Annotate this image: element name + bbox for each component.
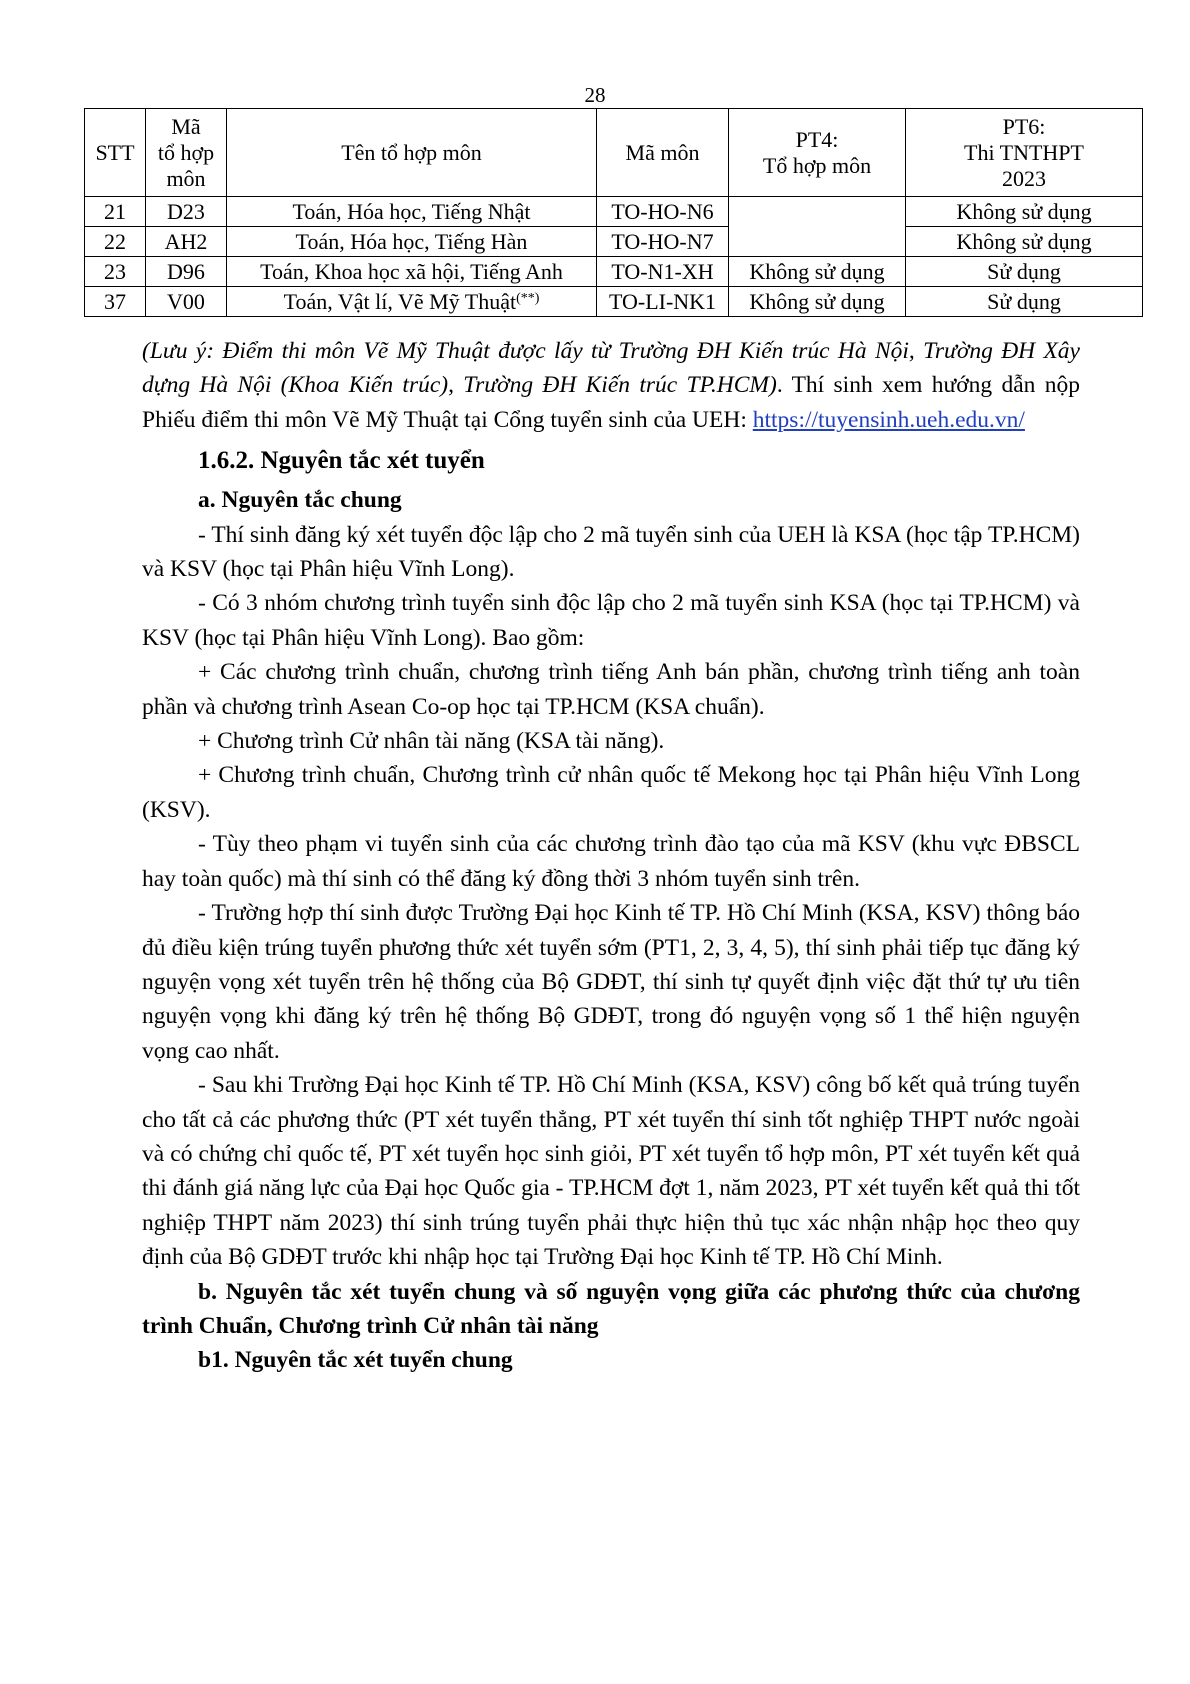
note-text: . Thí sinh xem hướng dẫn nộp Phiếu điểm thi môn Vẽ Mỹ Thuật tại Cổng tuyển sinh của UEH: bbox=[142, 372, 1080, 433]
cell-ma-to-hop: D23 bbox=[146, 197, 227, 227]
header-pt4-line: PT4: bbox=[795, 126, 839, 152]
header-ma-to-hop-line: tổ hợp bbox=[157, 139, 215, 165]
cell-stt: 23 bbox=[85, 257, 146, 287]
cell-ten-to-hop: Toán, Khoa học xã hội, Tiếng Anh bbox=[227, 257, 597, 287]
cell-pt6: Không sử dụng bbox=[906, 197, 1143, 227]
table-row bbox=[85, 197, 1143, 227]
cell-stt: 22 bbox=[85, 227, 146, 257]
header-pt4 bbox=[729, 109, 906, 197]
paragraph: - Tùy theo phạm vi tuyển sinh của các chương trình đào tạo của mã KSV (khu vực ĐBSCL hay toàn quốc) mà thí sinh có thể đăng ký đồng thời 3 nhóm tuyển sinh trên. bbox=[142, 831, 1080, 892]
header-stt: STT bbox=[85, 109, 146, 197]
cell-stt: 21 bbox=[85, 197, 146, 227]
header-ten-to-hop: Tên tổ hợp môn bbox=[227, 109, 597, 197]
cell-ma-mon: TO-LI-NK1 bbox=[597, 287, 729, 317]
cell-pt4: Không sử dụng bbox=[729, 257, 906, 287]
admissions-portal-link[interactable]: https://tuyensinh.ueh.edu.vn/ bbox=[752, 406, 1025, 433]
cell-ten-to-hop bbox=[227, 287, 597, 317]
paragraph: - Trường hợp thí sinh được Trường Đại học Kinh tế TP. Hồ Chí Minh (KSA, KSV) thông báo đủ điều kiện trúng tuyển phương thức xét tuyển sớm (PT1, 2, 3, 4, 5), thí sinh phải tiếp tục đăng ký nguyện vọng xét tuyển trên hệ thống của Bộ GDĐT, thí sinh tự quyết định việc đặt thứ tự ưu tiên nguyện vọng khi đăng ký trên hệ thống Bộ GDĐT, trong đó nguyện vọng số 1 thể hiện nguyện vọng cao nhất. bbox=[142, 900, 1080, 1064]
paragraph: - Sau khi Trường Đại học Kinh tế TP. Hồ Chí Minh (KSA, KSV) công bố kết quả trúng tuyển cho tất cả các phương thức (PT xét tuyển thẳng, PT xét tuyển thí sinh tốt nghiệp THPT nước ngoài và có chứng chỉ quốc tế, PT xét tuyển học sinh giỏi, PT xét tuyển tổ hợp môn, PT xét tuyển kết quả thi đánh giá năng lực của Đại học Quốc gia - TP.HCM đợt 1, năm 2023, PT xét tuyển kết quả thi tốt nghiệp THPT năm 2023) thí sinh trúng tuyển phải thực hiện thủ tục xác nhận nhập học theo quy định của Bộ GDĐT trước khi nhập học tại Trường Đại học Kinh tế TP. Hồ Chí Minh. bbox=[142, 1072, 1080, 1271]
header-pt6-line: 2023 bbox=[1002, 165, 1046, 191]
header-ma-to-hop-line: môn bbox=[166, 165, 206, 191]
cell-pt6: Sử dụng bbox=[906, 287, 1143, 317]
table-row bbox=[85, 227, 1143, 257]
cell-stt: 37 bbox=[85, 287, 146, 317]
cell-ma-to-hop: AH2 bbox=[146, 227, 227, 257]
subsection-b1-title: b1. Nguyên tắc xét tuyển chung bbox=[198, 1347, 513, 1374]
header-ma-mon: Mã môn bbox=[597, 109, 729, 197]
cell-pt6: Sử dụng bbox=[906, 257, 1143, 287]
paragraph: + Chương trình chuẩn, Chương trình cử nhân quốc tế Mekong học tại Phân hiệu Vĩnh Long (KSV). bbox=[142, 762, 1080, 823]
header-ma-to-hop bbox=[146, 109, 227, 197]
table-row bbox=[85, 257, 1143, 287]
cell-pt4-merged bbox=[729, 197, 906, 257]
cell-pt4: Không sử dụng bbox=[729, 287, 906, 317]
paragraph: + Các chương trình chuẩn, chương trình tiếng Anh bán phần, chương trình tiếng anh toàn phần và chương trình Asean Co-op học tại TP.HCM (KSA chuẩn). bbox=[142, 659, 1080, 720]
note-italic: (Lưu ý: Điểm thi môn Vẽ Mỹ Thuật được lấy từ Trường ĐH Kiến trúc Hà Nội, Trường ĐH Xây dựng Hà Nội (Khoa Kiến trúc), Trường ĐH Kiến trúc TP.HCM) bbox=[142, 338, 1080, 399]
table-row bbox=[85, 287, 1143, 317]
table-header-row bbox=[85, 109, 1143, 197]
subsection-b-title: b. Nguyên tắc xét tuyển chung và số nguyện vọng giữa các phương thức của chương trình Chuẩn, Chương trình Cử nhân tài năng bbox=[142, 1278, 1080, 1339]
header-ma-to-hop-line: Mã bbox=[171, 113, 201, 139]
subsection-a-title: a. Nguyên tắc chung bbox=[198, 487, 402, 514]
cell-pt6: Không sử dụng bbox=[906, 227, 1143, 257]
footnote-marker: (**) bbox=[516, 290, 540, 306]
page-number: 28 bbox=[584, 83, 606, 107]
document-body bbox=[142, 334, 1080, 1378]
cell-ma-to-hop: D96 bbox=[146, 257, 227, 287]
note-paragraph bbox=[142, 334, 1080, 437]
cell-ma-mon: TO-HO-N6 bbox=[597, 197, 729, 227]
subject-combination-table bbox=[84, 108, 1143, 317]
cell-ma-mon: TO-N1-XH bbox=[597, 257, 729, 287]
cell-ma-mon: TO-HO-N7 bbox=[597, 227, 729, 257]
header-pt6 bbox=[906, 109, 1143, 197]
paragraph: - Thí sinh đăng ký xét tuyển độc lập cho 2 mã tuyển sinh của UEH là KSA (học tập TP.HCM) và KSV (học tại Phân hiệu Vĩnh Long). bbox=[142, 521, 1080, 583]
header-pt6-line: PT6: bbox=[1002, 113, 1046, 139]
paragraph: + Chương trình Cử nhân tài năng (KSA tài năng). bbox=[198, 728, 665, 755]
section-title: 1.6.2. Nguyên tắc xét tuyển bbox=[198, 447, 485, 475]
header-pt6-line: Thi TNTHPT bbox=[964, 139, 1084, 165]
cell-ten-to-hop: Toán, Hóa học, Tiếng Nhật bbox=[227, 197, 597, 227]
header-pt4-line: Tổ hợp môn bbox=[762, 152, 872, 178]
cell-ten-to-hop: Toán, Hóa học, Tiếng Hàn bbox=[227, 227, 597, 257]
cell-ten-text: Toán, Vật lí, Vẽ Mỹ Thuật bbox=[283, 288, 517, 314]
cell-ma-to-hop: V00 bbox=[146, 287, 227, 317]
paragraph: - Có 3 nhóm chương trình tuyển sinh độc lập cho 2 mã tuyển sinh KSA (học tại TP.HCM) và KSV (học tại Phân hiệu Vĩnh Long). Bao gồm: bbox=[142, 590, 1080, 651]
